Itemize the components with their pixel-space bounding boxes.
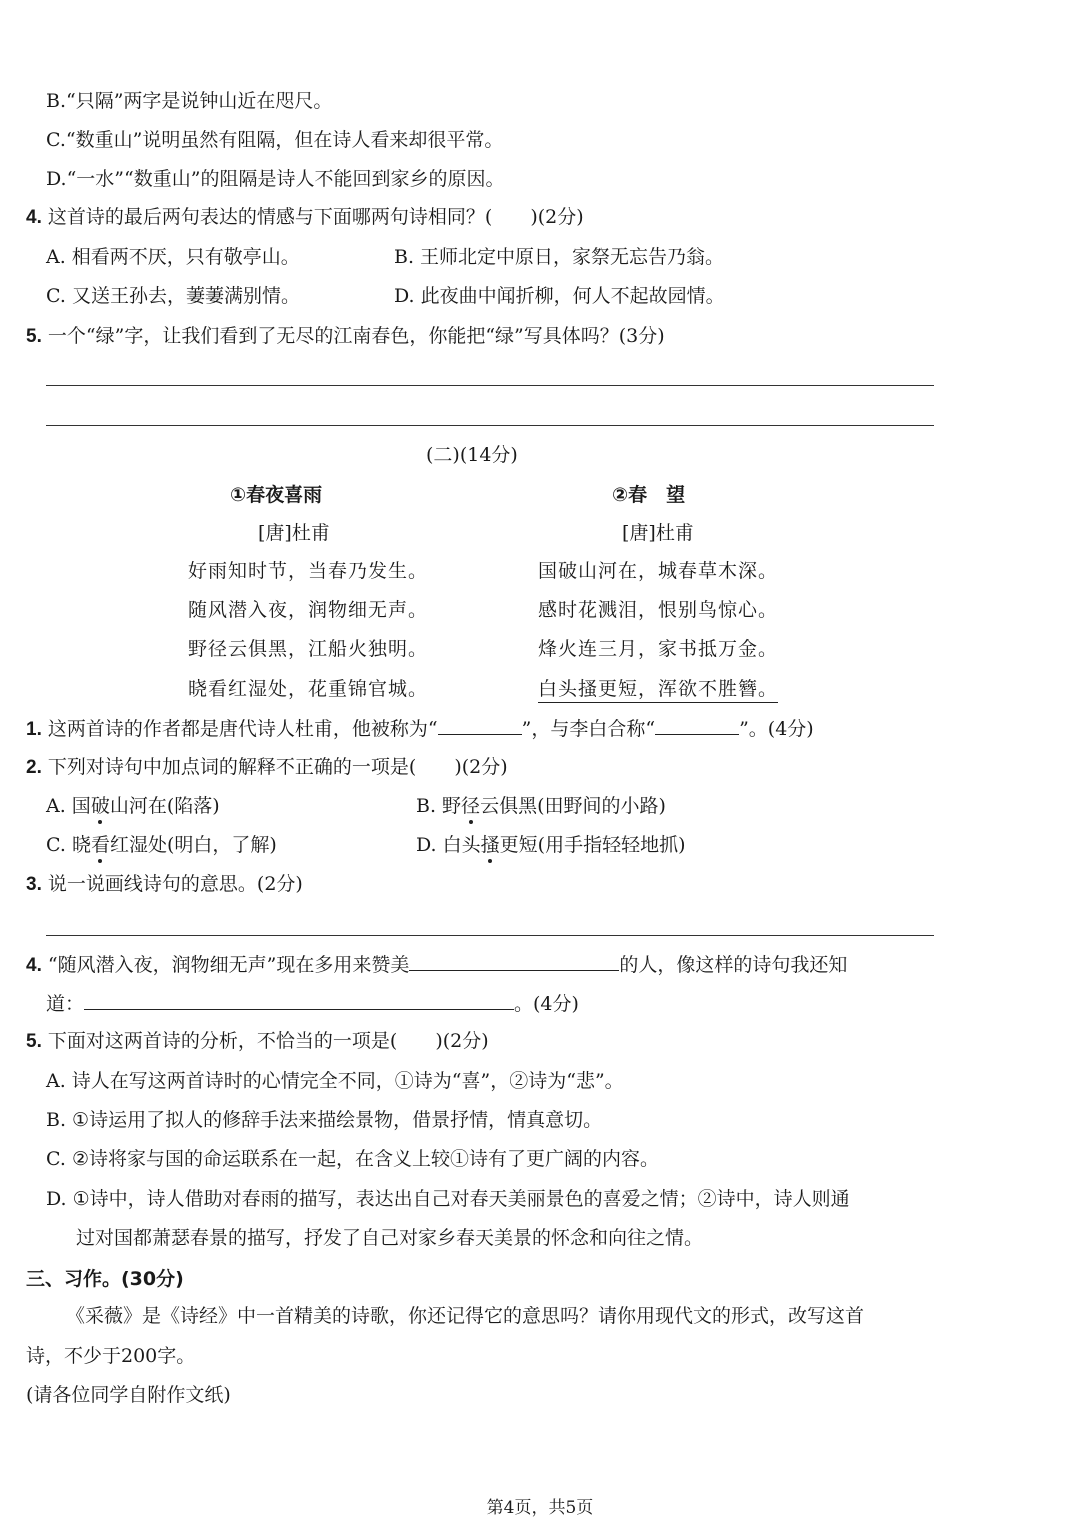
p2-question-1 <box>26 714 814 743</box>
fill-blank[interactable] <box>409 950 619 971</box>
question-text: ”。(4分) <box>739 718 814 740</box>
poem-1-line: 野径云俱黑，江船火独明。 <box>188 638 429 660</box>
essay-prompt: 《采薇》是《诗经》中一首精美的诗歌，你还记得它的意思吗？请你用现代文的形式，改写这首 <box>66 1305 865 1327</box>
option-text: C. 晓 <box>46 834 91 856</box>
option-text: 更短(用手指轻轻地抓) <box>499 834 686 856</box>
poem-2-line: 烽火连三月，家书抵万金。 <box>538 638 779 660</box>
question-text: 的人，像这样的诗句我还知 <box>619 954 848 976</box>
question-5 <box>26 323 665 350</box>
poem-2-line-underlined <box>538 676 778 702</box>
p2-q2-option-b <box>416 793 666 819</box>
option-b: B.“只隔”两字是说钟山近在咫尺。 <box>46 90 333 112</box>
question-4 <box>26 204 584 231</box>
question-text: 下列对诗句中加点词的解释不正确的一项是( )(2分) <box>47 756 508 778</box>
p2-q2-option-a <box>46 793 220 819</box>
option-c: C.“数重山”说明虽然有阻隔，但在诗人看来却很平常。 <box>46 129 504 151</box>
p2-q5-option-a: A. 诗人在写这两首诗时的心情完全不同，①诗为“喜”，②诗为“悲”。 <box>46 1070 624 1092</box>
question-number: 4. <box>26 955 42 976</box>
question-text: 这首诗的最后两句表达的情感与下面哪两句诗相同？( )(2分) <box>47 206 584 228</box>
fill-blank[interactable] <box>84 989 514 1010</box>
q4-option-a: A. 相看两不厌，只有敬亭山。 <box>46 246 300 268</box>
answer-line[interactable] <box>46 385 934 386</box>
p2-question-5 <box>26 1028 489 1055</box>
option-text: B. 野 <box>416 795 462 817</box>
p2-q5-option-d-cont: 过对国都萧瑟春景的描写，抒发了自己对家乡春天美景的怀念和向往之情。 <box>76 1227 704 1249</box>
p2-question-4-cont <box>46 989 579 1017</box>
poem-1-line: 好雨知时节，当春乃发生。 <box>188 560 429 582</box>
page-footer: 第4页，共5页 <box>486 1498 594 1518</box>
question-text: 一个“绿”字，让我们看到了无尽的江南春色，你能把“绿”写具体吗？(3分) <box>47 325 665 347</box>
essay-prompt-cont: 诗，不少于200字。 <box>26 1345 196 1367</box>
dotted-word: 径 <box>461 795 481 817</box>
answer-line[interactable] <box>46 935 934 936</box>
p2-q5-option-c: C. ②诗将家与国的命运联系在一起，在含义上较①诗有了更广阔的内容。 <box>46 1148 659 1170</box>
dotted-word: 破 <box>90 795 110 817</box>
essay-note: (请各位同学自附作文纸) <box>26 1384 231 1406</box>
q4-option-d: D. 此夜曲中闻折柳，何人不起故园情。 <box>394 285 725 307</box>
dotted-word: 搔 <box>480 834 500 856</box>
section-2-heading: (二)(14分) <box>426 444 518 466</box>
option-text: 山河在(陷落) <box>109 795 220 817</box>
poem-2-line: 国破山河在，城春草木深。 <box>538 560 779 582</box>
fill-blank[interactable] <box>438 714 522 735</box>
question-text: 说一说画线诗句的意思。(2分) <box>47 873 303 895</box>
q4-option-b: B. 王师北定中原日，家祭无忘告乃翁。 <box>394 246 725 268</box>
question-number: 5. <box>26 1031 42 1052</box>
question-text: 道： <box>46 993 85 1015</box>
section-3-heading: 三、习作。(30分) <box>26 1268 184 1290</box>
question-number: 1. <box>26 719 42 740</box>
p2-question-4 <box>26 950 847 979</box>
poem-2-title: ②春 望 <box>612 484 686 506</box>
question-number: 5. <box>26 326 42 347</box>
question-text: 这两首诗的作者都是唐代诗人杜甫，他被称为“ <box>47 718 438 740</box>
option-text: A. 国 <box>46 795 91 817</box>
option-text: D. 白头 <box>416 834 481 856</box>
question-number: 4. <box>26 207 42 228</box>
p2-q5-option-b: B. ①诗运用了拟人的修辞手法来描绘景物，借景抒情，情真意切。 <box>46 1109 603 1131</box>
poem-1-line: 晓看红湿处，花重锦官城。 <box>188 678 429 700</box>
question-number: 2. <box>26 757 42 778</box>
poem-1-line: 随风潜入夜，润物细无声。 <box>188 599 429 621</box>
question-text: “随风潜入夜，润物细无声”现在多用来赞美 <box>47 954 410 976</box>
underlined-verse: 白头搔更短，浑欲不胜簪。 <box>538 678 778 703</box>
p2-q2-option-d <box>416 832 685 858</box>
option-text: 云俱黑(田野间的小路) <box>480 795 666 817</box>
question-text: 。(4分) <box>514 993 579 1015</box>
answer-line[interactable] <box>46 425 934 426</box>
dotted-word: 看 <box>90 834 110 856</box>
p2-question-2 <box>26 754 508 781</box>
question-number: 3. <box>26 874 42 895</box>
poem-2-line: 感时花溅泪，恨别鸟惊心。 <box>538 599 779 621</box>
poem-1-author: [唐]杜甫 <box>258 522 330 544</box>
option-text: 红湿处(明白，了解) <box>109 834 277 856</box>
option-d: D.“一水”“数重山”的阻隔是诗人不能回到家乡的原因。 <box>46 168 505 190</box>
p2-question-3 <box>26 871 303 898</box>
p2-q2-option-c <box>46 832 277 858</box>
q4-option-c: C. 又送王孙去，萋萋满别情。 <box>46 285 300 307</box>
fill-blank[interactable] <box>655 714 739 735</box>
poem-2-author: [唐]杜甫 <box>622 522 694 544</box>
question-text: ”，与李白合称“ <box>521 718 656 740</box>
poem-1-title: ①春夜喜雨 <box>230 484 323 506</box>
question-text: 下面对这两首诗的分析，不恰当的一项是( )(2分) <box>47 1030 489 1052</box>
p2-q5-option-d: D. ①诗中，诗人借助对春雨的描写，表达出自己对春天美丽景色的喜爱之情；②诗中，诗人则通 <box>46 1188 850 1210</box>
